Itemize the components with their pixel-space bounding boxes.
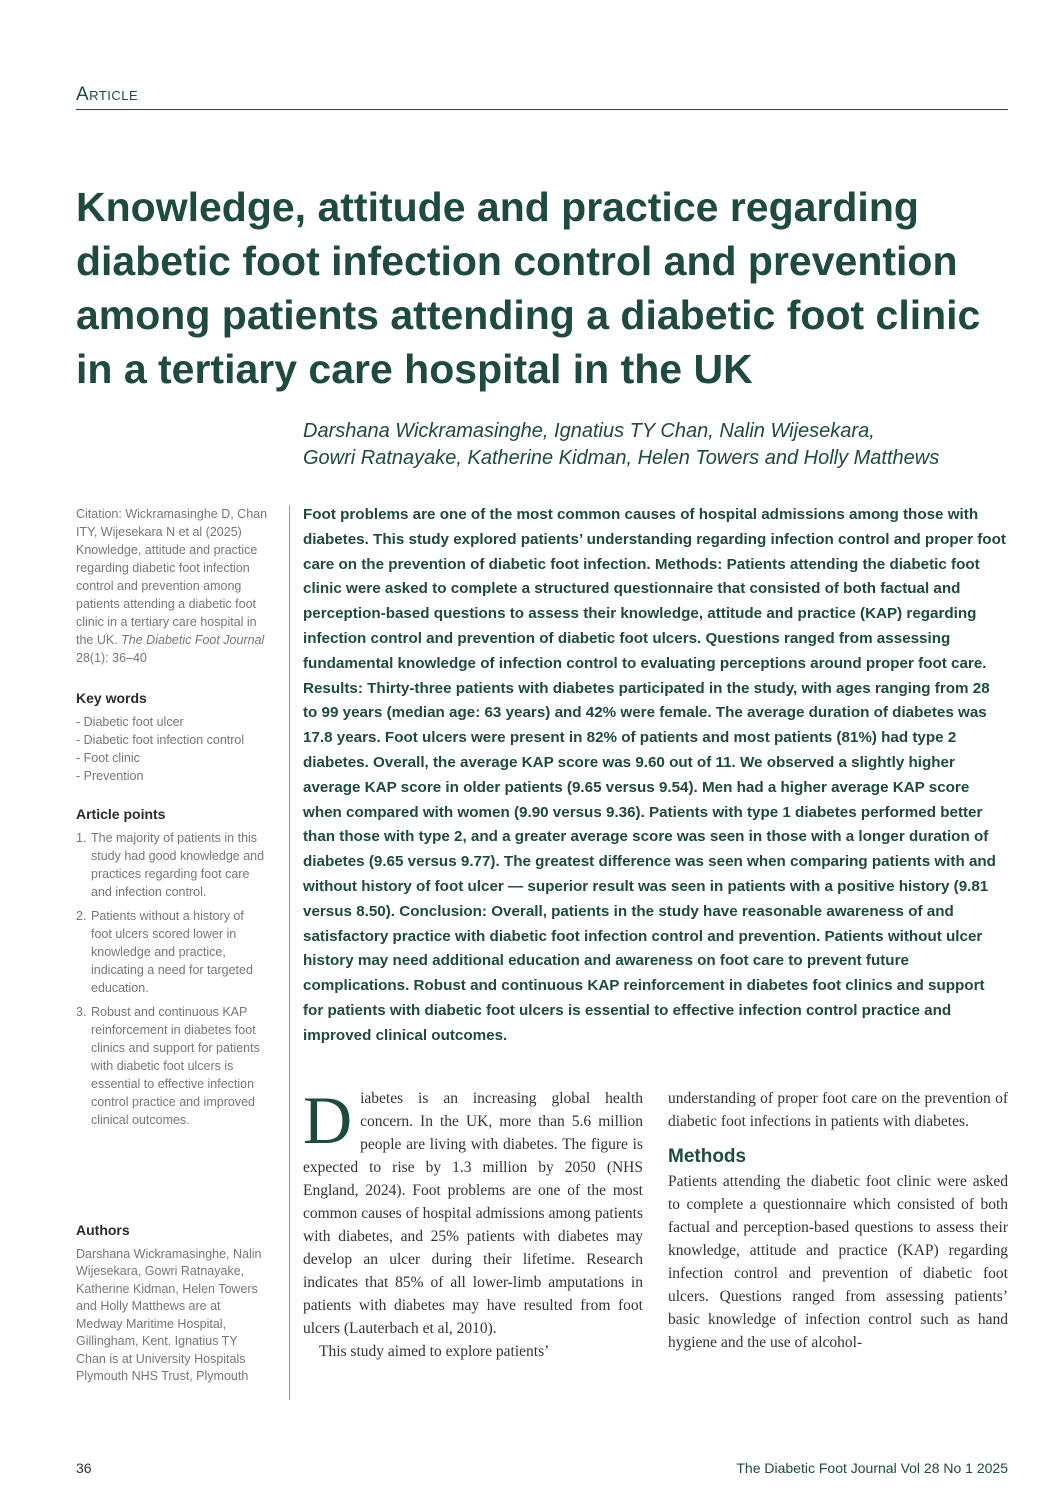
article-point-number: 1. <box>76 831 87 845</box>
body-paragraph: understanding of proper foot care on the prevention of diabetic foot infections in patients with diabetes. <box>668 1090 1008 1130</box>
keywords-list <box>76 713 268 785</box>
keywords-heading: Key words <box>76 690 147 706</box>
journal-footer: The Diabetic Foot Journal Vol 28 No 1 2025 <box>736 1460 1008 1476</box>
article-point <box>76 829 268 901</box>
article-point-text: Robust and continuous KAP reinforcement in diabetes foot clinics and support for patients with diabetic foot ulcers is essential to effective infection control practice and improved clinical outcomes. <box>91 1005 260 1127</box>
citation <box>76 505 268 667</box>
article-point-text: Patients without a history of foot ulcers scored lower in knowledge and practice, indicating a need for targeted education. <box>91 909 253 995</box>
page-number: 36 <box>76 1460 92 1476</box>
citation-volume: 28(1): 36–40 <box>76 651 147 665</box>
authors-heading: Authors <box>76 1222 130 1238</box>
article-point-number: 3. <box>76 1005 87 1019</box>
sidebar-divider <box>289 505 290 1400</box>
body-column-2 <box>668 1087 1008 1354</box>
article-point <box>76 907 268 997</box>
keyword-item: - Prevention <box>76 769 144 783</box>
keyword-item: - Diabetic foot infection control <box>76 733 245 747</box>
citation-journal: The Diabetic Foot Journal <box>121 633 265 647</box>
author-line-1: Darshana Wickramasinghe, Ignatius TY Chan, Nalin Wijesekara, <box>303 420 875 442</box>
body-paragraph: This study aimed to explore patients’ <box>319 1343 550 1360</box>
author-line-2: Gowri Ratnayake, Katherine Kidman, Helen Towers and Holly Matthews <box>303 447 940 469</box>
sidebar-authors <box>76 1222 268 1386</box>
methods-heading: Methods <box>668 1146 747 1167</box>
citation-text: Citation: Wickramasinghe D, Chan ITY, Wijesekara N et al (2025) Knowledge, attitude and practice regarding diabetic foot infection control and prevention among patients attending a diabetic foot clinic in a tertiary care hospital in the UK. <box>76 507 268 647</box>
header-rule <box>76 109 1008 110</box>
article-point <box>76 1003 268 1129</box>
article-points-list <box>76 829 268 1129</box>
abstract: Foot problems are one of the most common causes of hospital admissions among those with diabetes. This study explored patients’ understanding regarding infection control and proper foot care on the prevention of diabetic foot infection. Methods: Patients attending the diabetic foot clinic were asked to complete a structured questionnaire that consisted of both factual and perception-based questions to assess their knowledge, attitude and practice (KAP) regarding infection control and prevention of diabetic foot ulcers. Questions ranged from assessing fundamental knowledge of infection control to evaluating perceptions around proper foot care. Results: Thirty-three patients with diabetes participated in the study, with ages ranging from 28 to 99 years (median age: 63 years) and 42% were female. The average duration of diabetes was 17.8 years. Foot ulcers were present in 82% of patients and most patients (81%) had type 2 diabetes. Overall, the average KAP score was 9.60 out of 11. We observed a slightly higher average KAP score in older patients (9.65 versus 9.54). Men had a higher average KAP score when compared with women (9.90 versus 9.36). Patients with type 1 diabetes performed better than those with type 2, and a greater average score was seen in those with a longer duration of diabetes (9.65 versus 9.77). The greatest difference was seen when comparing patients with and without history of foot ulcer — superior result was seen in patients with a positive history (9.81 versus 8.50). Conclusion: Overall, patients in the study have reasonable awareness of and satisfactory practice with diabetic foot infection control and prevention. Patients without ulcer history may need additional education and awareness on foot care to prevent future complications. Robust and continuous KAP reinforcement in diabetes foot clinics and support for patients with diabetic foot ulcers is essential to effective infection control practice and improved clinical outcomes. <box>303 506 1006 1044</box>
article-points-heading: Article points <box>76 806 166 822</box>
body-paragraph: Patients attending the diabetic foot clinic were asked to complete a questionnaire which consisted of both factual and perception-based questions to assess their knowledge, attitude and practice (KAP) regarding infection control and prevention of diabetic foot ulcers. Questions ranged from assessing patients’ basic knowledge of infection control such as hand hygiene and the use of alcohol- <box>668 1173 1008 1351</box>
body-column-1 <box>303 1082 643 1363</box>
article-title: Knowledge, attitude and practice regarding diabetic foot infection control and prevention among patients attending a diabetic foot clinic in a tertiary care hospital in the UK <box>76 184 981 392</box>
section-label: Article <box>76 84 139 105</box>
body-paragraph: iabetes is an increasing global health concern. In the UK, more than 5.6 million people are living with diabetes. The figure is expected to rise by 1.3 million by 2050 (NHS England, 2024). Foot problems are one of the most common causes of hospital admissions among patients with diabetes, and 25% patients with diabetes may develop an ulcer during their lifetime. Research indicates that 85% of all lower-limb amputations in patients with diabetes may have resulted from foot ulcers (Lauterbach et al, 2010). <box>303 1090 643 1337</box>
drop-cap: D <box>303 1082 353 1158</box>
keyword-item: - Diabetic foot ulcer <box>76 715 184 729</box>
keyword-item: - Foot clinic <box>76 751 140 765</box>
authors-affiliation: Darshana Wickramasinghe, Nalin Wijesekara, Gowri Ratnayake, Katherine Kidman, Helen Towers and Holly Matthews are at Medway Maritime Hospital, Gillingham, Kent. Ignatius TY Chan is at University Hospitals Plymouth NHS Trust, Plymouth <box>76 1246 262 1383</box>
article-point-text: The majority of patients in this study had good knowledge and practices regarding foot care and infection control. <box>91 831 265 899</box>
sidebar <box>76 505 268 1135</box>
author-byline <box>303 418 1003 472</box>
article-point-number: 2. <box>76 909 87 923</box>
